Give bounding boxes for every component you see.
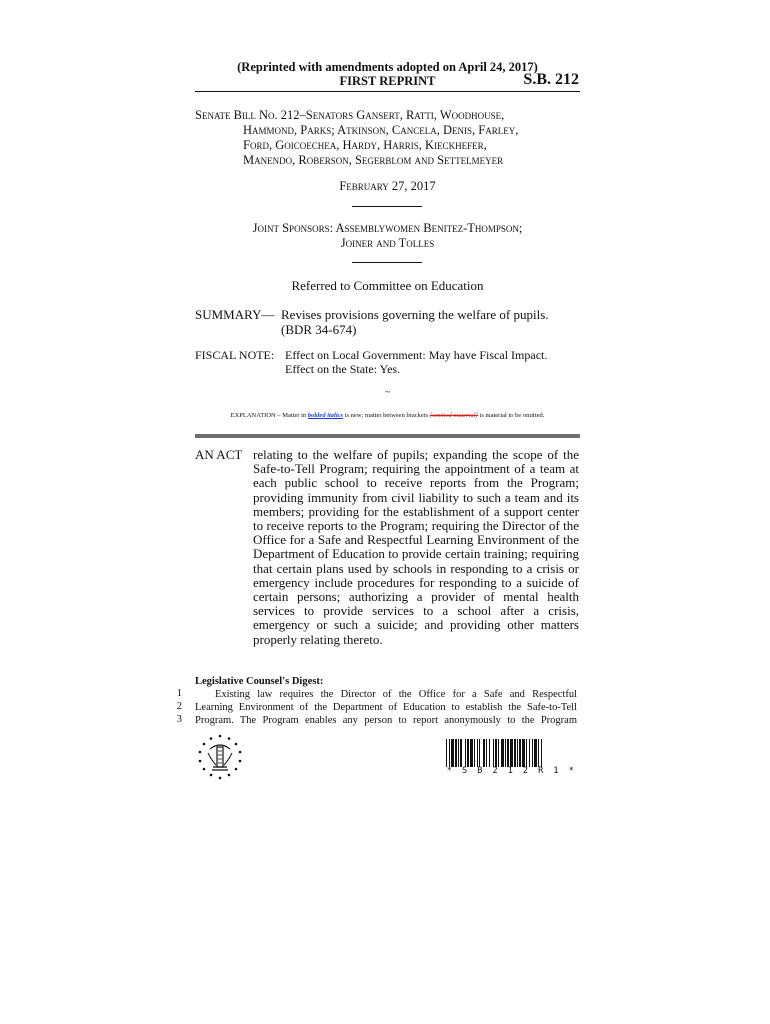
line-number: 2 bbox=[176, 701, 182, 712]
nevada-legislature-seal-icon bbox=[196, 733, 244, 781]
sponsors-line: Manendo, Roberson, Segerblom and Settelmeyer bbox=[243, 153, 504, 167]
explanation-prefix: EXPLANATION – Matter in bbox=[230, 412, 308, 419]
joint-sponsors-line: Joiner and Tolles bbox=[340, 236, 435, 250]
barcode-bar bbox=[505, 739, 506, 767]
line-number: 1 bbox=[176, 688, 182, 699]
explanation-line bbox=[195, 412, 580, 419]
barcode-bar bbox=[507, 739, 509, 767]
fiscal-note bbox=[195, 349, 580, 376]
barcode-bar bbox=[483, 739, 485, 767]
referral-statement: Referred to Committee on Education bbox=[291, 278, 484, 293]
barcode-bar bbox=[470, 739, 473, 767]
explanation-suffix: is material to be omitted. bbox=[477, 412, 545, 419]
sponsors-block bbox=[195, 108, 580, 168]
summary-block bbox=[195, 307, 580, 337]
barcode-bar bbox=[529, 739, 530, 767]
barcode-bar bbox=[486, 739, 487, 767]
barcode-bar bbox=[495, 739, 497, 767]
fiscal-note-line: Effect on Local Government: May have Fiscal Impact. bbox=[285, 348, 548, 362]
barcode-bar bbox=[526, 739, 527, 767]
barcode-bar bbox=[446, 739, 447, 767]
sponsors-line: Ford, Goicoechea, Hardy, Harris, Kieckhefer, bbox=[243, 138, 487, 152]
explanation-middle: is new; matter between brackets bbox=[343, 412, 430, 419]
summary-line: Revises provisions governing the welfare of pupils. bbox=[281, 307, 549, 322]
explanation-omitted-text: [omitted material] bbox=[429, 412, 478, 419]
barcode-bar bbox=[493, 739, 494, 767]
barcode-bar bbox=[501, 739, 504, 767]
barcode bbox=[446, 739, 577, 767]
barcode-bar bbox=[498, 739, 499, 767]
summary-label: SUMMARY— bbox=[195, 307, 275, 322]
barcode-bar bbox=[517, 739, 518, 767]
barcode-bar bbox=[538, 739, 539, 767]
barcode-bar bbox=[449, 739, 450, 767]
barcode-bar bbox=[455, 739, 457, 767]
sponsors-line: Senate Bill No. 212–Senators Gansert, Ratti, Woodhouse, bbox=[195, 108, 505, 122]
first-reprint-label: FIRST REPRINT bbox=[339, 74, 436, 88]
barcode-bar bbox=[514, 739, 516, 767]
barcode-bar bbox=[510, 739, 513, 767]
introduction-date: February 27, 2017 bbox=[339, 179, 436, 193]
barcode-bar bbox=[460, 739, 462, 767]
fiscal-note-text bbox=[285, 349, 575, 376]
digest-line: Program. The Program enables any person to report anonymously to the Program bbox=[195, 715, 577, 726]
line-number: 3 bbox=[176, 714, 182, 725]
tilde-mark: ~ bbox=[385, 387, 390, 397]
barcode-bar bbox=[522, 739, 525, 767]
barcode-bar bbox=[465, 739, 466, 767]
barcode-bar bbox=[534, 739, 537, 767]
explanation-new-text: bolded italics bbox=[307, 412, 344, 419]
fiscal-note-label: FISCAL NOTE: bbox=[195, 348, 275, 362]
section-divider bbox=[195, 434, 580, 438]
reprint-note: (Reprinted with amendments adopted on April 24, 2017) bbox=[237, 60, 538, 74]
barcode-bar bbox=[458, 739, 459, 767]
sponsors-line: Hammond, Parks; Atkinson, Cancela, Denis, Farley, bbox=[243, 123, 519, 137]
barcode-bar bbox=[474, 739, 475, 767]
barcode-bar bbox=[479, 739, 480, 767]
summary-bdr: (BDR 34-674) bbox=[281, 322, 357, 337]
digest-line: Existing law requires the Director of the Office for a Safe and Respectful bbox=[215, 689, 577, 700]
barcode-bar bbox=[532, 739, 533, 767]
act-text: relating to the welfare of pupils; expanding the scope of the Safe-to-Tell Program; requiring the appointment of a team at each public school to receive reports from the Program; providing immunity from civil liability to such a team and its members; providing for the establishment of a support center to receive reports to the Program; requiring the Director of the Office for a Safe and Respectful Learning Environment of the Department of Education to provide certain training; requiring that certain plans used by schools in responding to a crisis or emergency include procedures for responding to a suicide of certain persons; authorizing a provider of mental health services to provide services to a school after a crisis, emergency or such a suicide; and providing other matters properly relating thereto. bbox=[253, 447, 579, 647]
header-rule bbox=[195, 91, 580, 92]
act-block bbox=[195, 448, 580, 647]
barcode-bar bbox=[467, 739, 469, 767]
barcode-bar bbox=[489, 739, 490, 767]
barcode-bar bbox=[477, 739, 478, 767]
digest-line: Learning Environment of the Department of Education to establish the Safe-to-Tell bbox=[195, 702, 577, 713]
separator-rule bbox=[352, 262, 422, 263]
barcode-bar bbox=[519, 739, 521, 767]
barcode-bar bbox=[541, 739, 542, 767]
joint-sponsors-line: Joint Sponsors: Assemblywomen Benitez-Thompson; bbox=[252, 221, 523, 235]
separator-rule bbox=[352, 206, 422, 207]
act-label: AN ACT bbox=[195, 447, 243, 462]
joint-sponsors bbox=[195, 221, 580, 251]
fiscal-note-line: Effect on the State: Yes. bbox=[285, 361, 401, 376]
bill-number: S.B. 212 bbox=[523, 71, 579, 88]
barcode-text: * S B 2 1 2 R 1 * bbox=[446, 766, 577, 776]
digest-title: Legislative Counsel's Digest: bbox=[195, 676, 324, 687]
barcode-bar bbox=[451, 739, 454, 767]
summary-text bbox=[281, 307, 576, 337]
